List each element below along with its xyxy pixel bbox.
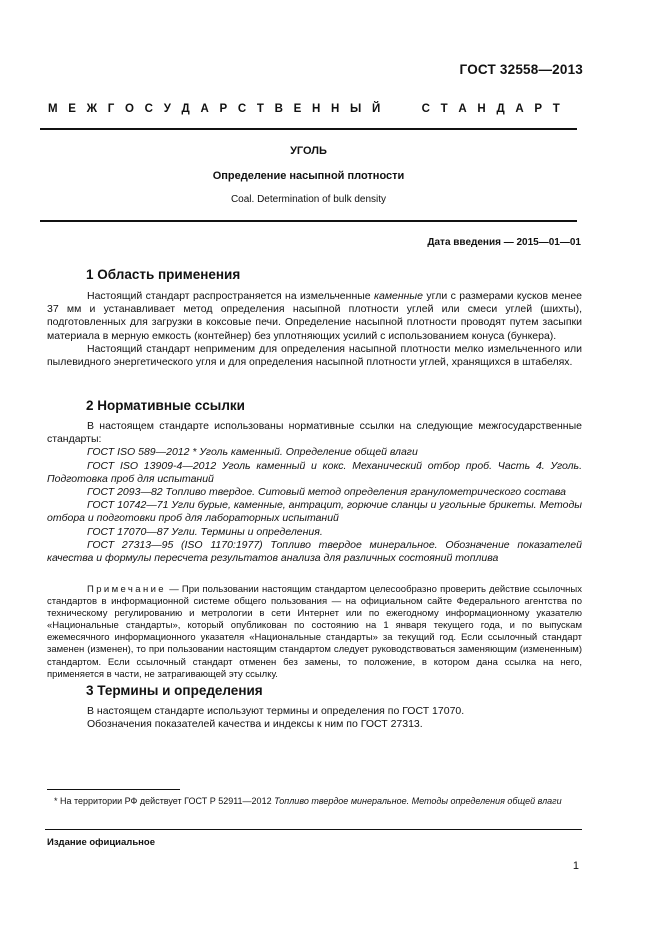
- reference-item: ГОСТ 17070—87 Угли. Термины и определения.: [87, 525, 323, 538]
- document-title: УГОЛЬ: [290, 145, 327, 157]
- divider-footer: [45, 829, 582, 830]
- reference-item: ГОСТ ISO 13909-4—2012 Уголь каменный и кокс. Механический отбор проб. Часть 4. Уголь. Подготовка проб для испытаний: [47, 459, 582, 485]
- document-title-english: Coal. Determination of bulk density: [230, 194, 387, 205]
- banner-letter: У: [163, 103, 171, 115]
- reference-item: ГОСТ ISO 589—2012 * Уголь каменный. Определение общей влаги: [87, 446, 418, 459]
- footnote-text-italic: Топливо твердое минеральное. Методы определения общей влаги: [274, 796, 562, 806]
- banner-letter: Д: [496, 103, 505, 115]
- banner-letter: Р: [219, 103, 228, 115]
- banner-letter: Д: [181, 103, 190, 115]
- banner-letter: О: [125, 103, 134, 115]
- banner-letter: Г: [107, 103, 115, 115]
- banner-letter: Н: [477, 103, 486, 115]
- banner-gap: [391, 103, 411, 115]
- reference-item: ГОСТ 27313—95 (ISO 1170:1977) Топливо твердое минеральное. Обозначение показателей качества и формулы пересчета результатов анализа для различных состояний топлива: [47, 538, 582, 565]
- banner-letter: Й: [371, 103, 381, 115]
- reference-item: ГОСТ 2093—82 Топливо твердое. Ситовый метод определения гранулометрического состава: [87, 486, 567, 499]
- text-run: Настоящий стандарт распространяется на измельченные: [87, 290, 375, 302]
- section-1-paragraph-2: Настоящий стандарт неприменим для определения насыпной плотности мелко измельченного или пылевидного энергетического угля и для определения насыпной плотности углей, хранящихся в штабелях.: [47, 342, 582, 369]
- divider-bottom: [40, 220, 577, 222]
- standard-id: ГОСТ 32558—2013: [459, 62, 583, 77]
- banner-letter: М: [48, 103, 58, 115]
- banner-letter: Т: [552, 103, 560, 115]
- banner-letter: Т: [256, 103, 264, 115]
- divider-top: [40, 128, 577, 130]
- interstate-standard-banner: [48, 103, 560, 115]
- footnote-text: * На территории РФ действует ГОСТ Р 52911—2012: [54, 796, 275, 806]
- section-3-heading: 3 Термины и определения: [86, 683, 263, 698]
- footnote-separator: [47, 789, 180, 790]
- page-number: 1: [572, 860, 579, 872]
- references-intro: В настоящем стандарте использованы нормативные ссылки на следующие межгосударственные стандарты:: [47, 420, 582, 446]
- section-1-paragraph-1: [47, 290, 582, 343]
- footnote: [47, 795, 579, 807]
- banner-letter: С: [144, 103, 153, 115]
- banner-letter: Н: [311, 103, 321, 115]
- section-2-heading: 2 Нормативные ссылки: [86, 398, 245, 413]
- section-1-body: [47, 290, 582, 369]
- banner-letter: А: [458, 103, 467, 115]
- text-run: угли с размерами кусков менее 37 мм и устанавливает метод определения насыпной плотности углей или смеси углей (шихты), подготовленных для загрузки в коксовые печи. Определение насыпной плотности проводят путем засыпки материала в мерную емкость (контейнер) без уплотняющих усилий с использованием конуса (бункера).: [47, 290, 582, 342]
- effective-date: Дата введения — 2015—01—01: [427, 237, 581, 248]
- section-3-body: [47, 705, 582, 731]
- banner-letter: А: [515, 103, 524, 115]
- section-1-heading: 1 Область применения: [86, 267, 241, 282]
- document-subtitle: Определение насыпной плотности: [212, 170, 405, 182]
- banner-letter: С: [237, 103, 247, 115]
- note-label: Примечание: [87, 584, 166, 595]
- banner-letter: Е: [293, 103, 302, 115]
- banner-letter: Ы: [350, 103, 362, 115]
- banner-letter: Е: [68, 103, 76, 115]
- banner-letter: В: [274, 103, 283, 115]
- text-run-italic: каменные: [374, 290, 423, 302]
- reference-item: ГОСТ 10742—71 Угли бурые, каменные, антрацит, горючие сланцы и угольные брикеты. Методы отбора и подготовки проб для лабораторных испытаний: [47, 499, 582, 525]
- references-note: [47, 584, 582, 681]
- banner-letter: Т: [440, 103, 448, 115]
- section-3-paragraph-1: В настоящем стандарте используют термины и определения по ГОСТ 17070.: [87, 705, 465, 717]
- references-block: [47, 420, 582, 565]
- banner-letter: Р: [534, 103, 543, 115]
- banner-letter: Ж: [86, 103, 98, 115]
- section-3-paragraph-2: Обозначения показателей качества и индексы к ним по ГОСТ 27313.: [87, 718, 423, 731]
- note-text: — При пользовании настоящим стандартом целесообразно проверить действие ссылочных стандартов в информационной системе общего пользования — на официальном сайте Федерального агентства по техническому регулированию и метрологии в сети Интернет или по ежегодному информационному указателю «Национальные стандарты», который опубликован по состоянию на 1 января текущего года, и по выпускам ежемесячного информационного указателя «Национальные стандарты» за текущий год. Если ссылочный стандарт заменен (изменен), то при пользовании настоящим стандартом следует руководствоваться заменяющим (измененным) стандартом. Если ссылочный стандарт отменен без замены, то положение, в котором дана ссылка на него, применяется в части, не затрагивающей эту ссылку.: [47, 584, 582, 680]
- banner-letter: С: [421, 103, 430, 115]
- official-edition-label: Издание официальное: [47, 837, 155, 848]
- banner-letter: Н: [331, 103, 340, 115]
- banner-letter: А: [200, 103, 209, 115]
